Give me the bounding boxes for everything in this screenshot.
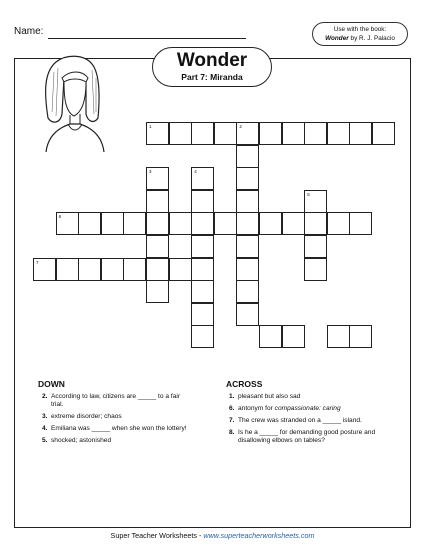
girl-collar <box>68 124 82 130</box>
clue-text: pleasant but also sad <box>238 393 301 400</box>
crossword-cell[interactable] <box>191 280 214 303</box>
crossword-cell[interactable] <box>349 122 372 145</box>
crossword-cell[interactable] <box>146 212 169 235</box>
crossword-cell[interactable] <box>191 235 214 258</box>
crossword-cell[interactable] <box>214 122 237 145</box>
down-clue-3 <box>42 413 194 421</box>
down-clue-5 <box>42 437 194 445</box>
crossword-cell[interactable] <box>259 122 282 145</box>
down-clue-4 <box>42 425 194 433</box>
crossword-cell[interactable] <box>236 212 259 235</box>
page-subtitle: Part 7: Miranda <box>181 72 243 82</box>
clue-text: The crew was stranded on a _____ island. <box>238 417 362 424</box>
clue-text: extreme disorder; chaos <box>51 413 122 420</box>
across-clue-8 <box>229 429 399 445</box>
page-title: Wonder <box>176 50 248 71</box>
crossword-cell[interactable] <box>282 325 305 348</box>
crossword-cell[interactable] <box>169 258 192 281</box>
crossword-cell[interactable] <box>304 235 327 258</box>
clue-number: 3. <box>42 413 48 420</box>
crossword-cell[interactable] <box>146 122 169 145</box>
clue-number: 7. <box>229 417 235 424</box>
across-clue-7 <box>229 417 399 425</box>
crossword-cell[interactable] <box>236 145 259 168</box>
crossword-cell[interactable] <box>214 212 237 235</box>
crossword-cell[interactable] <box>78 212 101 235</box>
book-info-line1: Use with the book: <box>333 26 387 33</box>
cell-number: 6 <box>58 214 62 220</box>
crossword-cell[interactable] <box>304 122 327 145</box>
title-box <box>152 47 272 87</box>
crossword-cell[interactable] <box>56 258 79 281</box>
cell-number: 7 <box>36 259 39 265</box>
clue-text: Emiliana was _____ when she won the lottery! <box>51 425 187 432</box>
crossword-cell[interactable] <box>56 212 79 235</box>
crossword-cell[interactable] <box>372 122 395 145</box>
crossword-cell[interactable] <box>191 167 214 190</box>
crossword-cell[interactable] <box>236 258 259 281</box>
book-title: Wonder <box>325 34 349 42</box>
crossword-cell[interactable] <box>146 167 169 190</box>
crossword-cell[interactable] <box>236 303 259 326</box>
clue-number: 5. <box>42 437 48 444</box>
crossword-cell[interactable] <box>169 212 192 235</box>
clue-text: According to law, citizens are _____ to a fair trial. <box>51 393 181 408</box>
clue-number: 4. <box>42 425 48 432</box>
down-clue-2 <box>42 393 194 409</box>
across-clue-1 <box>229 393 399 401</box>
crossword-cell[interactable] <box>146 235 169 258</box>
crossword-cell[interactable] <box>259 325 282 348</box>
crossword-cell[interactable] <box>304 212 327 235</box>
crossword-cell[interactable] <box>191 122 214 145</box>
crossword-cell[interactable] <box>101 258 124 281</box>
footer-url[interactable]: www.superteacherworksheets.com <box>203 531 315 540</box>
clue-number: 1. <box>229 393 235 400</box>
crossword-cell[interactable] <box>236 280 259 303</box>
crossword-cell[interactable] <box>236 235 259 258</box>
cell-number: 4 <box>194 169 197 175</box>
crossword-cell[interactable] <box>327 325 350 348</box>
crossword-cell[interactable] <box>282 122 305 145</box>
crossword-cell[interactable] <box>236 167 259 190</box>
crossword-cell[interactable] <box>304 190 327 213</box>
book-info-line2 <box>313 35 407 44</box>
crossword-cell[interactable] <box>304 258 327 281</box>
across-clue-6 <box>229 405 399 413</box>
clue-emphasis: compassionate: caring <box>274 405 341 412</box>
crossword-cell[interactable] <box>33 258 56 281</box>
girl-face <box>64 82 86 116</box>
book-info-box <box>312 22 408 46</box>
clue-number: 6. <box>229 405 235 412</box>
crossword-cell[interactable] <box>146 190 169 213</box>
crossword-cell[interactable] <box>146 280 169 303</box>
name-line <box>48 38 246 39</box>
crossword-cell[interactable] <box>101 212 124 235</box>
crossword-cell[interactable] <box>191 258 214 281</box>
crossword-cell[interactable] <box>191 212 214 235</box>
crossword-cell[interactable] <box>169 122 192 145</box>
crossword-cell[interactable] <box>282 212 305 235</box>
crossword-cell[interactable] <box>236 122 259 145</box>
book-author: by R. J. Palacio <box>348 34 395 42</box>
crossword-cell[interactable] <box>146 258 169 281</box>
cell-number: 3 <box>149 169 152 175</box>
girl-shoulders <box>46 124 104 152</box>
crossword-cell[interactable] <box>349 325 372 348</box>
clue-number: 2. <box>42 393 48 400</box>
across-clue-list <box>229 393 399 449</box>
name-row <box>14 26 43 37</box>
crossword-cell[interactable] <box>78 258 101 281</box>
girl-illustration <box>26 52 126 164</box>
name-label: Name: <box>14 26 44 37</box>
cell-number: 2 <box>239 124 242 129</box>
across-heading: ACROSS <box>226 379 263 389</box>
crossword-cell[interactable] <box>327 212 350 235</box>
crossword-cell[interactable] <box>191 190 214 213</box>
crossword-cell[interactable] <box>259 212 282 235</box>
clue-number: 8. <box>229 429 235 436</box>
clue-text: Is he a _____ for demanding good posture and disallowing elbows on tables? <box>238 429 376 444</box>
crossword-cell[interactable] <box>349 212 372 235</box>
crossword-cell[interactable] <box>191 325 214 348</box>
cell-number: 5 <box>307 191 310 197</box>
footer-brand: Super Teacher Worksheets - <box>110 531 204 540</box>
crossword-cell[interactable] <box>123 212 146 235</box>
crossword-cell[interactable] <box>123 258 146 281</box>
crossword-cell[interactable] <box>236 190 259 213</box>
crossword-cell[interactable] <box>191 303 214 326</box>
clue-text: shocked; astonished <box>51 437 112 444</box>
crossword-cell[interactable] <box>327 122 350 145</box>
down-heading: DOWN <box>38 379 65 389</box>
down-clue-list <box>42 393 194 449</box>
cell-number: 1 <box>149 124 152 129</box>
footer <box>0 531 425 540</box>
clue-text: antonym for <box>238 405 275 412</box>
